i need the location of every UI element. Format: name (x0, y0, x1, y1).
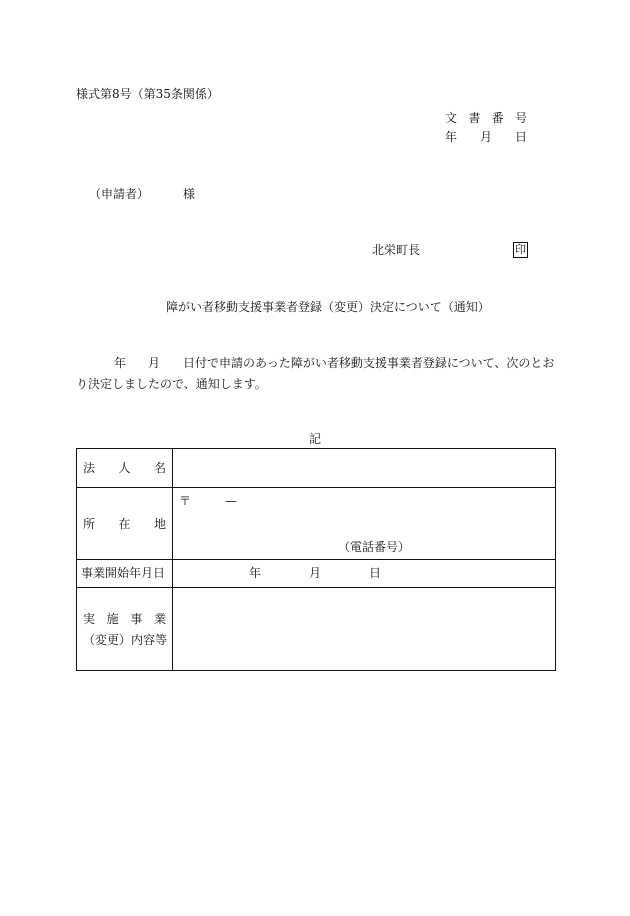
char: 文 (445, 111, 458, 125)
char: 地 (153, 517, 166, 531)
start-year: 年 (249, 566, 262, 580)
body-month: 月 (148, 356, 161, 370)
year-char: 年 (445, 130, 458, 144)
registration-table (76, 448, 556, 671)
char: 実 (83, 612, 96, 626)
table-row-content (77, 588, 556, 671)
address-value[interactable] (173, 488, 556, 560)
char: 等 (155, 633, 168, 647)
month-char: 月 (479, 130, 492, 144)
char: 施 (106, 612, 119, 626)
document-number-label (445, 111, 527, 125)
document-title: 障がい者移動支援事業者登録（変更）決定について（通知） (166, 300, 490, 314)
postal-dash: — (225, 494, 237, 508)
content-label (77, 588, 173, 671)
start-date-value[interactable] (173, 560, 556, 588)
honorific: 様 (183, 187, 196, 201)
corporation-value[interactable] (173, 449, 556, 488)
body-line-2: り決定しましたので、通知します。 (76, 377, 267, 391)
address-label (77, 488, 173, 560)
char: 更） (107, 633, 132, 647)
postal-mark: 〒 (179, 494, 192, 508)
char: （変 (83, 633, 108, 647)
body-year: 年 (114, 356, 127, 370)
seal-mark: 印 (515, 243, 526, 256)
char: 人 (118, 461, 131, 475)
char: 在 (118, 517, 131, 531)
form-number: 様式第8号（第35条関係） (76, 87, 219, 101)
char: 書 (468, 111, 481, 125)
char: 事 (130, 612, 143, 626)
phone-label: （電話番号） (338, 540, 411, 554)
corporation-label (77, 449, 173, 488)
start-day: 日 (369, 566, 382, 580)
body-line-1: 日付で申請のあった障がい者移動支援事業者登録について、次のとお (183, 356, 555, 370)
table-row-address (77, 488, 556, 560)
document-date-label (445, 130, 527, 144)
char: 番 (491, 111, 504, 125)
day-char: 日 (514, 130, 527, 144)
char: 法 (83, 461, 96, 475)
char: 内 (131, 633, 144, 647)
issuer-name: 北栄町長 (372, 243, 421, 257)
applicant-label: （申請者） (89, 187, 150, 201)
char: 業 (153, 612, 166, 626)
start-date-label (77, 560, 173, 588)
table-row-corporation (77, 449, 556, 488)
start-date-label-text: 事業開始年月日 (81, 566, 166, 580)
start-month: 月 (309, 566, 322, 580)
char: 名 (153, 461, 166, 475)
char: 所 (83, 517, 96, 531)
content-value[interactable] (173, 588, 556, 671)
char: 号 (514, 111, 527, 125)
table-row-start-date (77, 560, 556, 588)
char: 容 (143, 633, 156, 647)
ki-heading: 記 (309, 432, 322, 446)
